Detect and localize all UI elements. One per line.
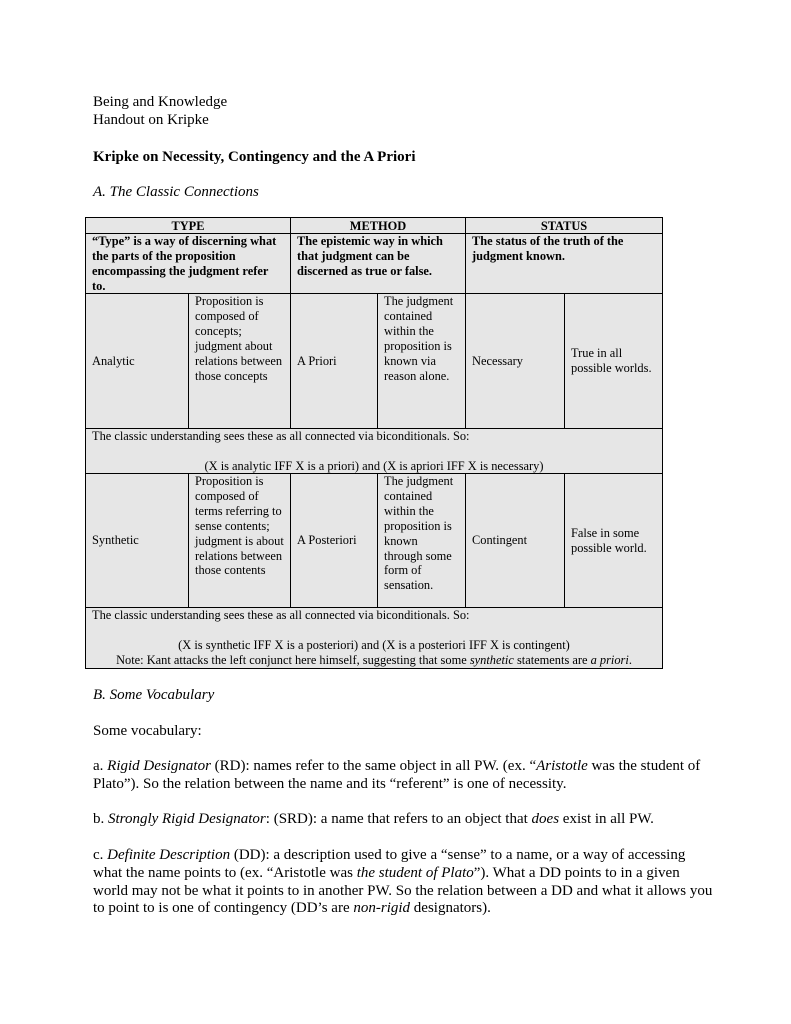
analytic-label: Analytic [92, 353, 135, 368]
col-header-method: METHOD [291, 218, 466, 234]
a-priori-label: A Priori [297, 353, 337, 368]
handout-subtitle: Handout on Kripke [93, 112, 209, 128]
contingent-label: Contingent [472, 533, 528, 548]
a-posteriori-label: A Posteriori [297, 533, 357, 548]
col-header-status: STATUS [466, 218, 662, 234]
false-in-some-world: False in some possible world. [571, 525, 647, 555]
row-synthetic-status [466, 474, 565, 608]
vocab-item-definite-description: c. Definite Description (DD): a description used to give a “sense” to a name, or a way of accessing what the name points to (ex. “Aristotle was the student of Plato”). What a DD points to in a given world may not be what it points to in another PW. So the relation between a DD and what it allows you to point to is one of contingency (DD’s are non-rigid designators). [93, 847, 713, 917]
col-header-type: TYPE [86, 218, 291, 234]
row-analytic-method [291, 294, 378, 429]
row-analytic-method-desc: The judgment contained within the proposition is known via reason alone. [378, 294, 466, 429]
row-analytic-status [466, 294, 565, 429]
vocabulary-intro: Some vocabulary: [93, 723, 202, 739]
kant-note: Note: Kant attacks the left conjunct here himself, suggesting that some synthetic statements are a priori. [116, 652, 632, 667]
vocab-item-rigid-designator: a. Rigid Designator (RD): names refer to the same object in all PW. (ex. “Aristotle was the student of Plato”). So the relation between the name and its “referent” is one of necessity. [93, 758, 701, 792]
section-b-heading: B. Some Vocabulary [93, 687, 215, 703]
row-synthetic-type [86, 474, 189, 608]
row-synthetic-type-desc: Proposition is composed of terms referring to sense contents; judgment is about relations between those contents [189, 474, 291, 608]
analytic-biconditional: (X is analytic IFF X is a priori) and (X is apriori IFF X is necessary) [204, 458, 544, 473]
row-analytic-type [86, 294, 189, 429]
analytic-note-row [86, 429, 662, 474]
row-synthetic-method-desc: The judgment contained within the proposition is known through some form of sensation. [378, 474, 466, 608]
vocab-item-strongly-rigid-designator: b. Strongly Rigid Designator: (SRD): a name that refers to an object that does exist in all PW. [93, 811, 654, 827]
status-description: The status of the truth of the judgment known. [466, 234, 662, 294]
section-a-heading: A. The Classic Connections [93, 184, 259, 200]
synthetic-note-line1: The classic understanding sees these as all connected via biconditionals. So: [92, 608, 470, 622]
row-analytic-status-desc [565, 294, 662, 429]
synthetic-label: Synthetic [92, 533, 139, 548]
classic-connections-table [85, 217, 663, 669]
type-description: “Type” is a way of discerning what the parts of the proposition encompassing the judgment refer to. [86, 234, 291, 294]
row-analytic-type-desc: Proposition is composed of concepts; judgment about relations between those concepts [189, 294, 291, 429]
synthetic-biconditional: (X is synthetic IFF X is a posteriori) and (X is a posteriori IFF X is contingent) [178, 637, 570, 652]
document-title: Kripke on Necessity, Contingency and the A Priori [93, 149, 416, 165]
synthetic-note-row [86, 608, 662, 668]
necessary-label: Necessary [472, 353, 523, 368]
row-synthetic-method [291, 474, 378, 608]
method-description: The epistemic way in which that judgment can be discerned as true or false. [291, 234, 466, 294]
course-title: Being and Knowledge [93, 94, 228, 110]
row-synthetic-status-desc [565, 474, 662, 608]
analytic-note-line1: The classic understanding sees these as all connected via biconditionals. So: [92, 429, 470, 443]
true-in-all-worlds: True in all possible worlds. [571, 346, 652, 375]
